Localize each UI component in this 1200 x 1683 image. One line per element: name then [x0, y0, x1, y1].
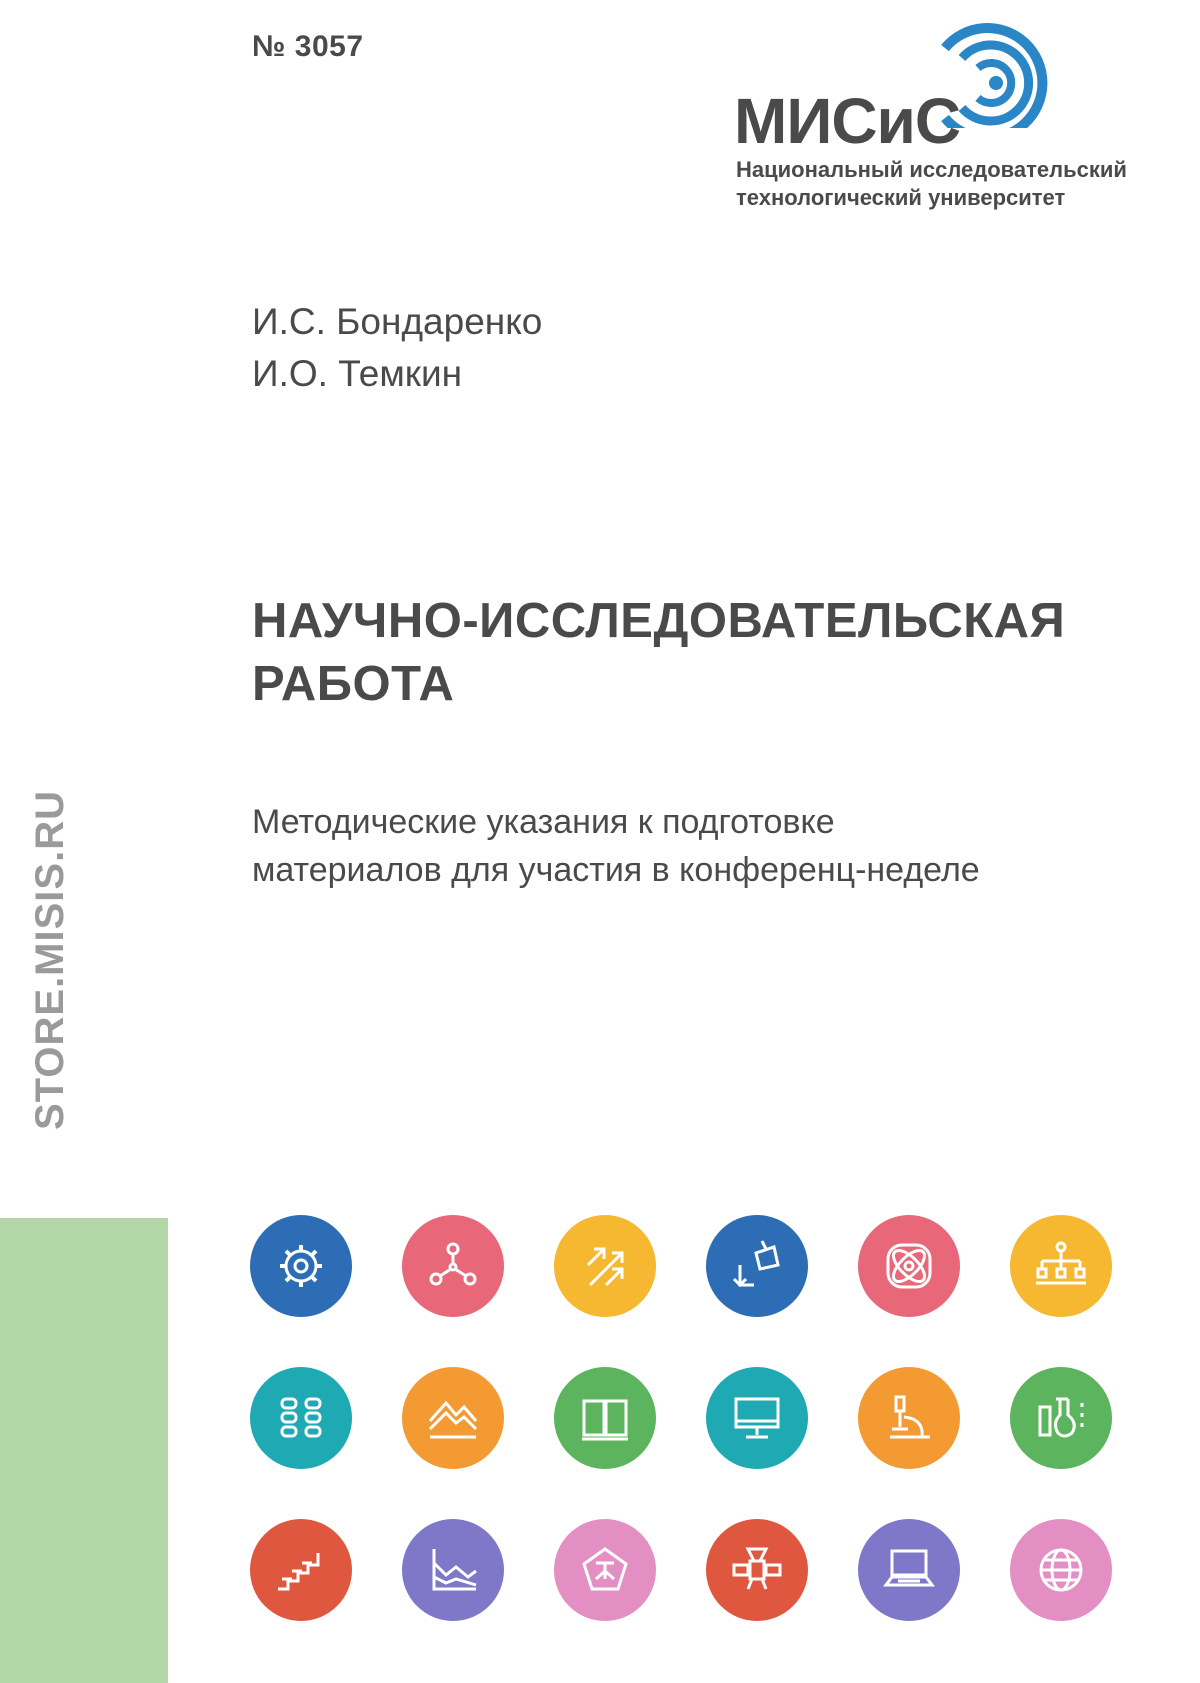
logo-subtitle-line2: технологический университет [736, 185, 1066, 210]
chart-icon [402, 1519, 504, 1621]
arrows-icon [554, 1215, 656, 1317]
satellite-icon [706, 1519, 808, 1621]
monitor-icon [706, 1367, 808, 1469]
globe-icon [1010, 1519, 1112, 1621]
authors [252, 296, 542, 400]
microscope-icon [858, 1367, 960, 1469]
laptop-icon [858, 1519, 960, 1621]
ladle-icon [706, 1215, 808, 1317]
subtitle-line1: Методические указания к подготовке [252, 803, 835, 841]
logo-subtitle-line1: Национальный исследовательский [736, 157, 1127, 182]
book-title [252, 590, 1132, 716]
molecule-icon [402, 1215, 504, 1317]
flask-icon [1010, 1367, 1112, 1469]
hierarchy-icon [1010, 1215, 1112, 1317]
book-subtitle [252, 798, 1132, 894]
pentagon-icon [554, 1519, 656, 1621]
atom-icon [858, 1215, 960, 1317]
logo-wordmark: МИСиС [734, 85, 961, 157]
grid-dots-icon [250, 1367, 352, 1469]
mountain-icon [402, 1367, 504, 1469]
author-1: И.С. Бондаренко [252, 301, 543, 342]
misis-logo [730, 18, 1150, 218]
green-decor-bar [0, 1218, 168, 1683]
series-number: № 3057 [252, 30, 364, 63]
book-icon [554, 1367, 656, 1469]
author-2: И.О. Темкин [252, 353, 463, 394]
subtitle-line2: материалов для участия в конференц-неделе [252, 851, 980, 889]
logo-subtitle [736, 156, 1156, 212]
store-url: STORE.MISIS.RU [28, 790, 72, 1130]
gear-icon [250, 1215, 352, 1317]
title-line1: НАУЧНО-ИССЛЕДОВАТЕЛЬСКАЯ [252, 594, 1066, 648]
stairs-icon [250, 1519, 352, 1621]
icon-grid [250, 1215, 1110, 1645]
title-line2: РАБОТА [252, 657, 455, 711]
